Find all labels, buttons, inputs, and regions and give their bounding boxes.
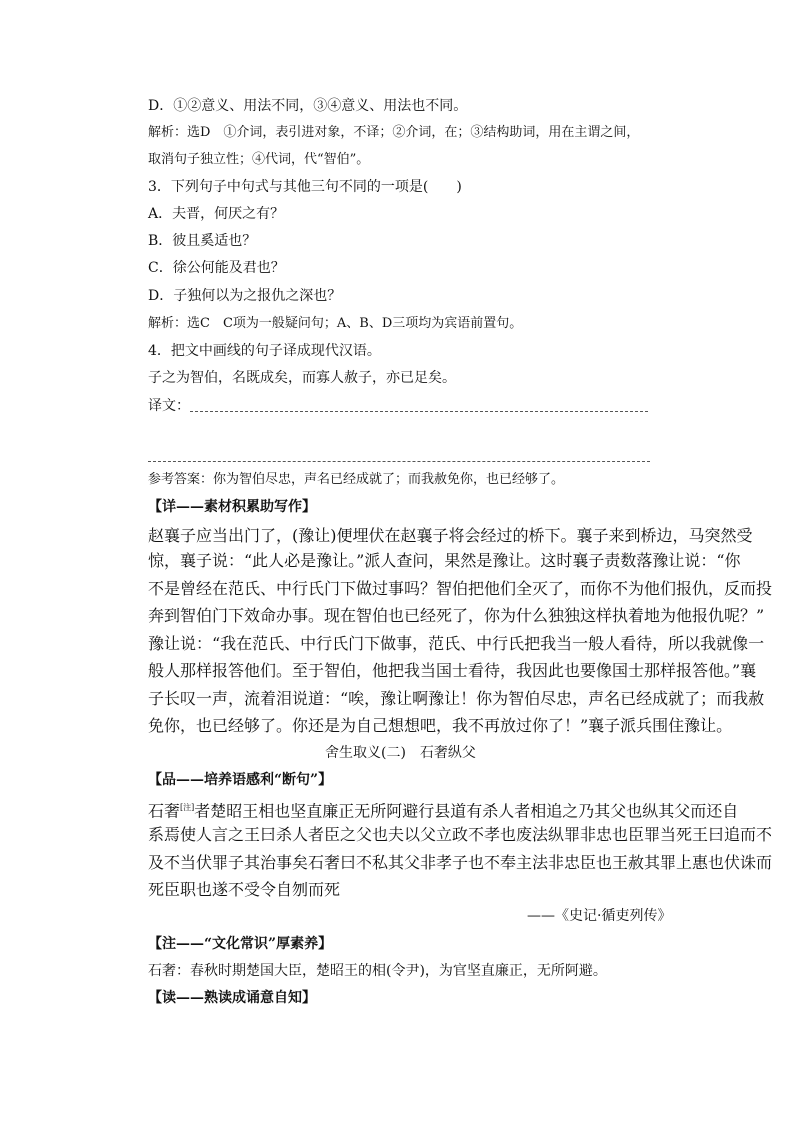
answer-blank-line-1: [190, 411, 648, 412]
q4-yiwen-label: 译文：: [148, 398, 190, 414]
q3-option-d: D．子独何以为之报仇之深也？: [148, 288, 342, 304]
q2-jiexi-line2: 取消句子独立性；④代词，代“智伯”。: [148, 152, 370, 167]
footnote-marker: [注]: [180, 803, 195, 812]
xiang-line: 赵襄子应当出门了，(豫让)便埋伏在赵襄子将会经过的桥下。襄子来到桥边，马突然受: [148, 526, 753, 545]
pin-line-1: [148, 797, 738, 822]
pin-line-1-post: 者楚昭王相也坚直廉正无所阿避行县道有杀人者相追之乃其父也纵其父而还自: [194, 801, 739, 821]
q2-option-d: D．①②意义、用法不同，③④意义、用法也不同。: [148, 98, 468, 114]
pin-line-1-pre: 石奢: [148, 801, 181, 821]
q3-stem: 3．下列句子中句式与其他三句不同的一项是( ): [148, 179, 462, 195]
q3-option-c: C．徐公何能及君也？: [148, 260, 285, 276]
pin-line-2: 系焉使人言之王曰杀人者臣之父也夫以父立政不孝也废法纵罪非忠也臣罪当死王曰追而不: [148, 825, 773, 844]
xiang-line: 奔到智伯门下效命办事。现在智伯也已经死了，你为什么独独这样执着地为他报仇呢？”: [148, 606, 765, 625]
xiang-line: 不是曾经在范氏、中行氏门下做过事吗？智伯把他们全灭了，而你不为他们报仇，反而投: [148, 579, 773, 598]
source-citation: ——《史记·循吏列传》: [527, 908, 672, 924]
xiang-heading: 【详——素材积累助写作】: [148, 499, 316, 515]
zhu-text: 石奢：春秋时期楚国大臣，楚昭王的相(令尹)，为官坚直廉正，无所阿避。: [148, 963, 607, 979]
zhu-heading: 【注——“文化常识”厚素养】: [148, 936, 333, 952]
q4-sentence: 子之为智伯，名既成矣，而寡人赦子，亦已足矣。: [148, 370, 456, 386]
xiang-line: 般人那样报答他们。至于智伯，他把我当国士看待，我因此也要像国士那样报答他。”襄: [148, 661, 757, 680]
q3-jiexi: 解析：选C C项为一般疑问句；A、B、D三项均为宾语前置句。: [148, 316, 523, 331]
xiang-line: 子长叹一声，流着泪说道：“唉，豫让啊豫让！你为智伯尽忠，声名已经成就了；而我赦: [148, 689, 765, 708]
answer-blank-line-2: [148, 461, 650, 462]
section-title: 舍生取义(二) 石奢纵父: [325, 745, 476, 761]
pin-line-3: 及不当伏罪子其治事矣石奢曰不私其父非孝子也不奉主法非忠臣也王赦其罪上惠也伏诛而: [148, 853, 773, 872]
xiang-line: 免你，也已经够了。你还是为自己想想吧，我不再放过你了！”襄子派兵围住豫让。: [148, 716, 733, 735]
du-heading: 【读——熟读成诵意自知】: [148, 990, 316, 1006]
q3-option-a: A．夫晋，何厌之有？: [148, 206, 285, 222]
xiang-line: 豫让说：“我在范氏、中行氏门下做事，范氏、中行氏把我当一般人看待，所以我就像一: [148, 634, 765, 653]
pin-heading: 【品——培养语感利“断句”】: [148, 772, 333, 788]
q2-jiexi-line1: 解析：选D ①介词，表引进对象，不译；②介词，在；③结构助词，用在主谓之间，: [148, 125, 640, 140]
q3-option-b: B．彼且奚适也？: [148, 233, 257, 249]
pin-line-4: 死臣职也遂不受令自刎而死: [148, 880, 341, 899]
q4-answer: 参考答案：你为智伯尽忠，声名已经成就了；而我赦免你，也已经够了。: [148, 472, 565, 487]
q4-stem: 4．把文中画线的句子译成现代汉语。: [148, 343, 381, 359]
xiang-line: 惊，襄子说：“此人必是豫让。”派人查问，果然是豫让。这时襄子责数落豫让说：“你: [148, 551, 741, 570]
